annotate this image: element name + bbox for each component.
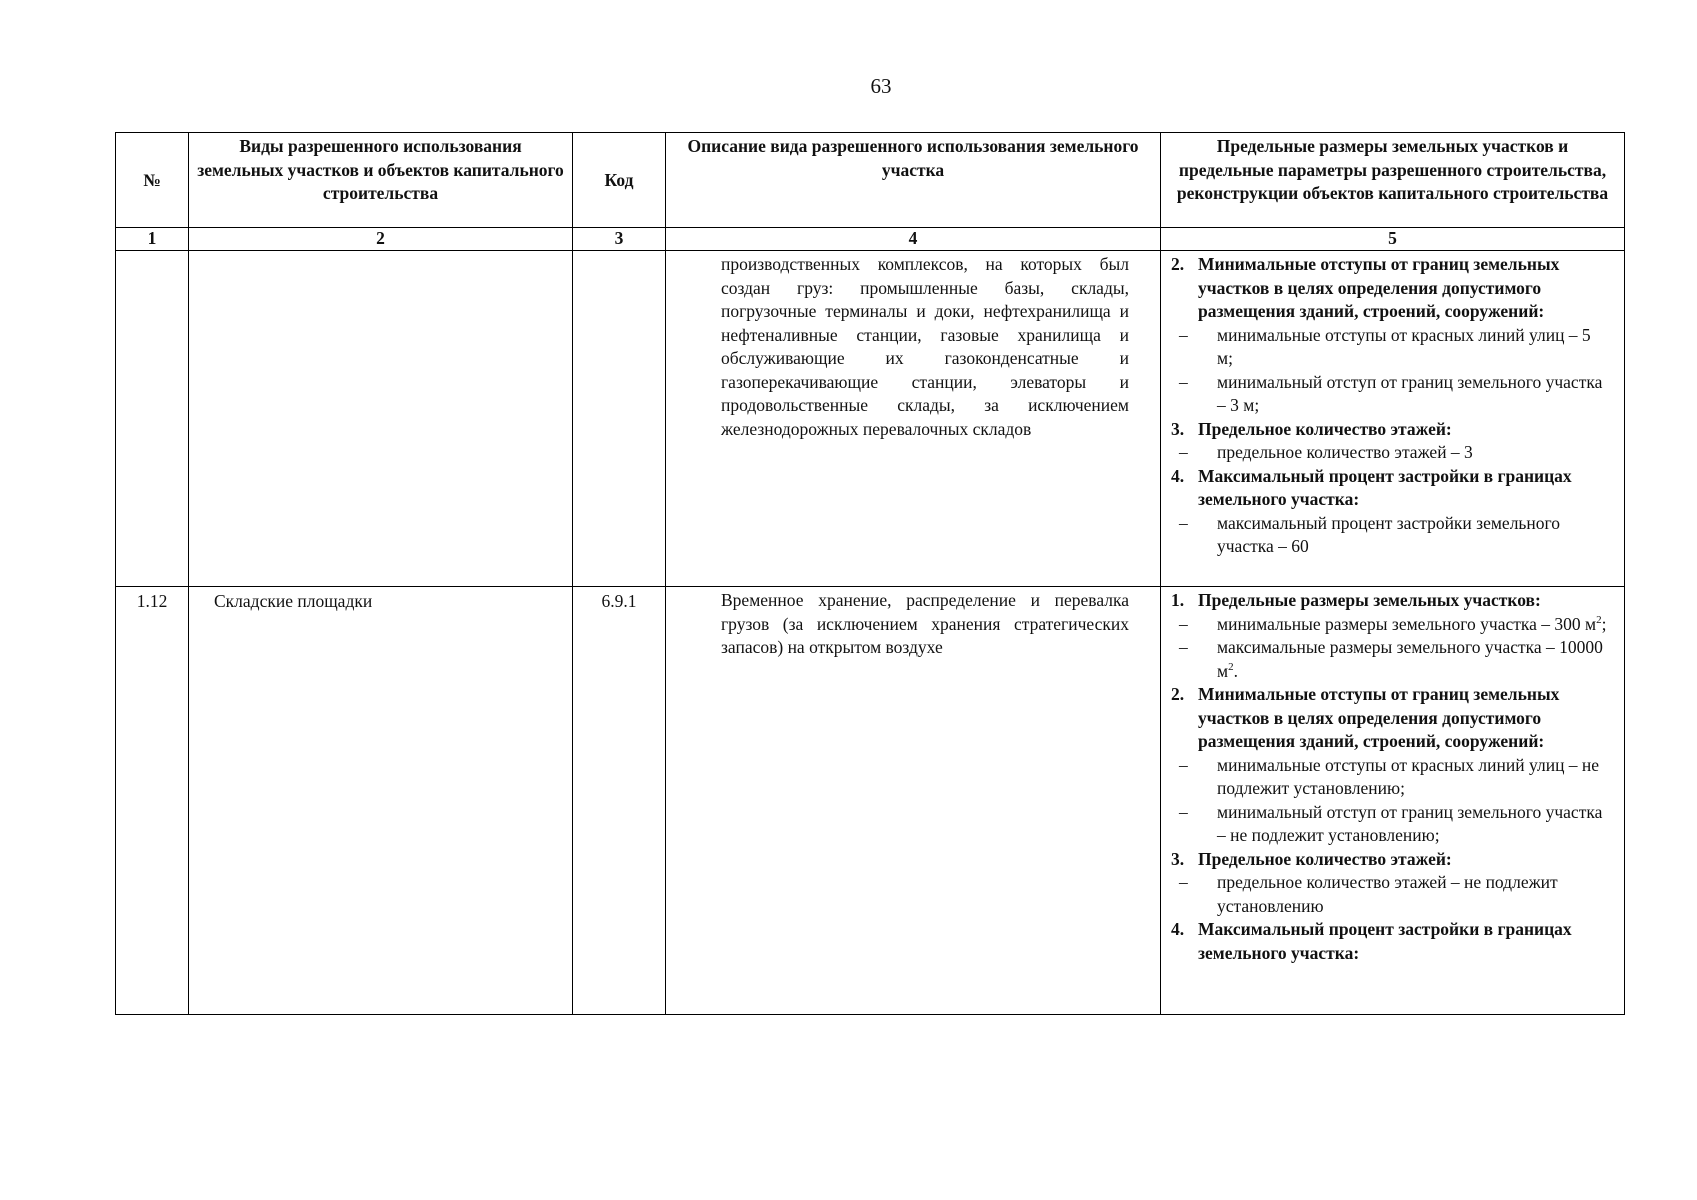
parameter-item	[1171, 371, 1610, 418]
parameter-number: 2.	[1171, 684, 1185, 704]
land-use-table	[115, 132, 1625, 1015]
column-number: 2	[189, 228, 573, 251]
superscript: 2	[1228, 660, 1234, 673]
header-code: Код	[573, 133, 666, 228]
parameter-number: 4.	[1171, 465, 1185, 486]
parameter-heading	[1171, 465, 1610, 512]
column-number: 5	[1161, 228, 1625, 251]
parameter-item	[1171, 324, 1610, 371]
parameter-item-text: минимальные отступы от красных линий улиц – не подлежит установлению;	[1217, 754, 1600, 798]
parameter-title: Максимальный процент застройки в границах земельного участка:	[1198, 465, 1572, 509]
parameter-number: 4.	[1171, 919, 1185, 939]
column-number: 3	[573, 228, 666, 251]
parameter-item-text: максимальные размеры земельного участка – 10000 $м^2$.	[1217, 637, 1603, 681]
land-use-parameters	[1161, 251, 1625, 587]
parameter-item	[1171, 801, 1610, 848]
parameter-item-text: предельное количество этажей – 3	[1217, 442, 1473, 462]
dash-bullet: –	[1179, 754, 1188, 775]
parameter-item-text: минимальный отступ от границ земельного участка – не подлежит установлению;	[1217, 801, 1603, 845]
dash-bullet: –	[1179, 613, 1188, 634]
parameter-number: 3.	[1171, 848, 1185, 869]
parameter-title: Минимальные отступы от границ земельных участков в целях определения допустимого размещения зданий, строений, сооружений:	[1198, 254, 1560, 321]
dash-bullet: –	[1179, 442, 1188, 462]
dash-bullet: –	[1179, 512, 1188, 533]
land-use-code	[573, 251, 666, 587]
header-number: №	[116, 133, 189, 228]
header-description: Описание вида разрешенного использования земельного участка	[666, 133, 1161, 228]
land-use-name	[189, 251, 573, 587]
land-use-code: 6.9.1	[573, 587, 666, 1015]
parameter-heading	[1171, 253, 1610, 324]
parameter-item	[1171, 512, 1610, 559]
column-number-row	[116, 228, 1625, 251]
parameter-title: Предельное количество этажей:	[1198, 418, 1452, 439]
parameter-item	[1171, 636, 1610, 683]
parameter-heading	[1171, 918, 1610, 965]
dash-bullet: –	[1179, 637, 1188, 657]
land-use-description: Временное хранение, распределение и перевалка грузов (за исключением хранения стратегических запасов) на открытом воздухе	[666, 587, 1161, 1015]
parameter-item-text: минимальные отступы от красных линий улиц – 5 м;	[1217, 324, 1591, 368]
dash-bullet: –	[1179, 324, 1188, 345]
page-number: 63	[870, 74, 892, 98]
land-use-name: Складские площадки	[189, 587, 573, 1015]
table-row	[116, 587, 1625, 1015]
dash-bullet: –	[1179, 371, 1188, 392]
parameter-item-text: максимальный процент застройки земельного участка – 60	[1217, 512, 1561, 556]
parameter-title: Предельные размеры земельных участков:	[1198, 590, 1541, 610]
dash-bullet: –	[1179, 801, 1188, 822]
parameter-item	[1171, 754, 1610, 801]
parameter-item	[1171, 871, 1610, 918]
parameter-title: Максимальный процент застройки в границах земельного участка:	[1198, 919, 1572, 963]
parameter-heading	[1171, 848, 1610, 872]
parameter-heading	[1171, 589, 1610, 613]
parameter-item-text: предельное количество этажей – не подлежит установлению	[1217, 872, 1558, 916]
parameter-number: 3.	[1171, 418, 1185, 439]
column-number: 4	[666, 228, 1161, 251]
parameter-number: 2.	[1171, 254, 1185, 274]
parameter-heading	[1171, 418, 1610, 442]
table-row	[116, 251, 1625, 587]
column-number: 1	[116, 228, 189, 251]
land-use-description: производственных комплексов, на которых был создан груз: промышленные базы, склады, погрузочные терминалы и доки, нефтехранилища и нефтеналивные станции, газовые хранилища и обслуживающие их газоконденсатные и газоперекачивающие станции, элеваторы и продовольственные склады, за исключением железнодорожных перевалочных складов	[666, 251, 1161, 587]
row-number	[116, 251, 189, 587]
land-use-parameters	[1161, 587, 1625, 1015]
parameter-title: Минимальные отступы от границ земельных участков в целях определения допустимого размещения зданий, строений, сооружений:	[1198, 684, 1560, 751]
row-number: 1.12	[116, 587, 189, 1015]
superscript: 2	[1596, 613, 1602, 626]
header-parameters: Предельные размеры земельных участков и предельные параметры разрешенного строительства, реконструкции объектов капитального строительства	[1161, 133, 1625, 228]
parameter-item-text: минимальный отступ от границ земельного участка – 3 м;	[1217, 371, 1603, 415]
parameter-title: Предельное количество этажей:	[1198, 848, 1452, 869]
header-land-use-types: Виды разрешенного использования земельных участков и объектов капитального строительства	[189, 133, 573, 228]
parameter-heading	[1171, 683, 1610, 754]
table-header-row	[116, 133, 1625, 228]
dash-bullet: –	[1179, 872, 1188, 892]
parameter-item	[1171, 613, 1610, 637]
parameter-item	[1171, 441, 1610, 465]
parameter-item-text: минимальные размеры земельного участка – 300 $м^2$;	[1217, 613, 1607, 634]
parameter-number: 1.	[1171, 590, 1185, 610]
